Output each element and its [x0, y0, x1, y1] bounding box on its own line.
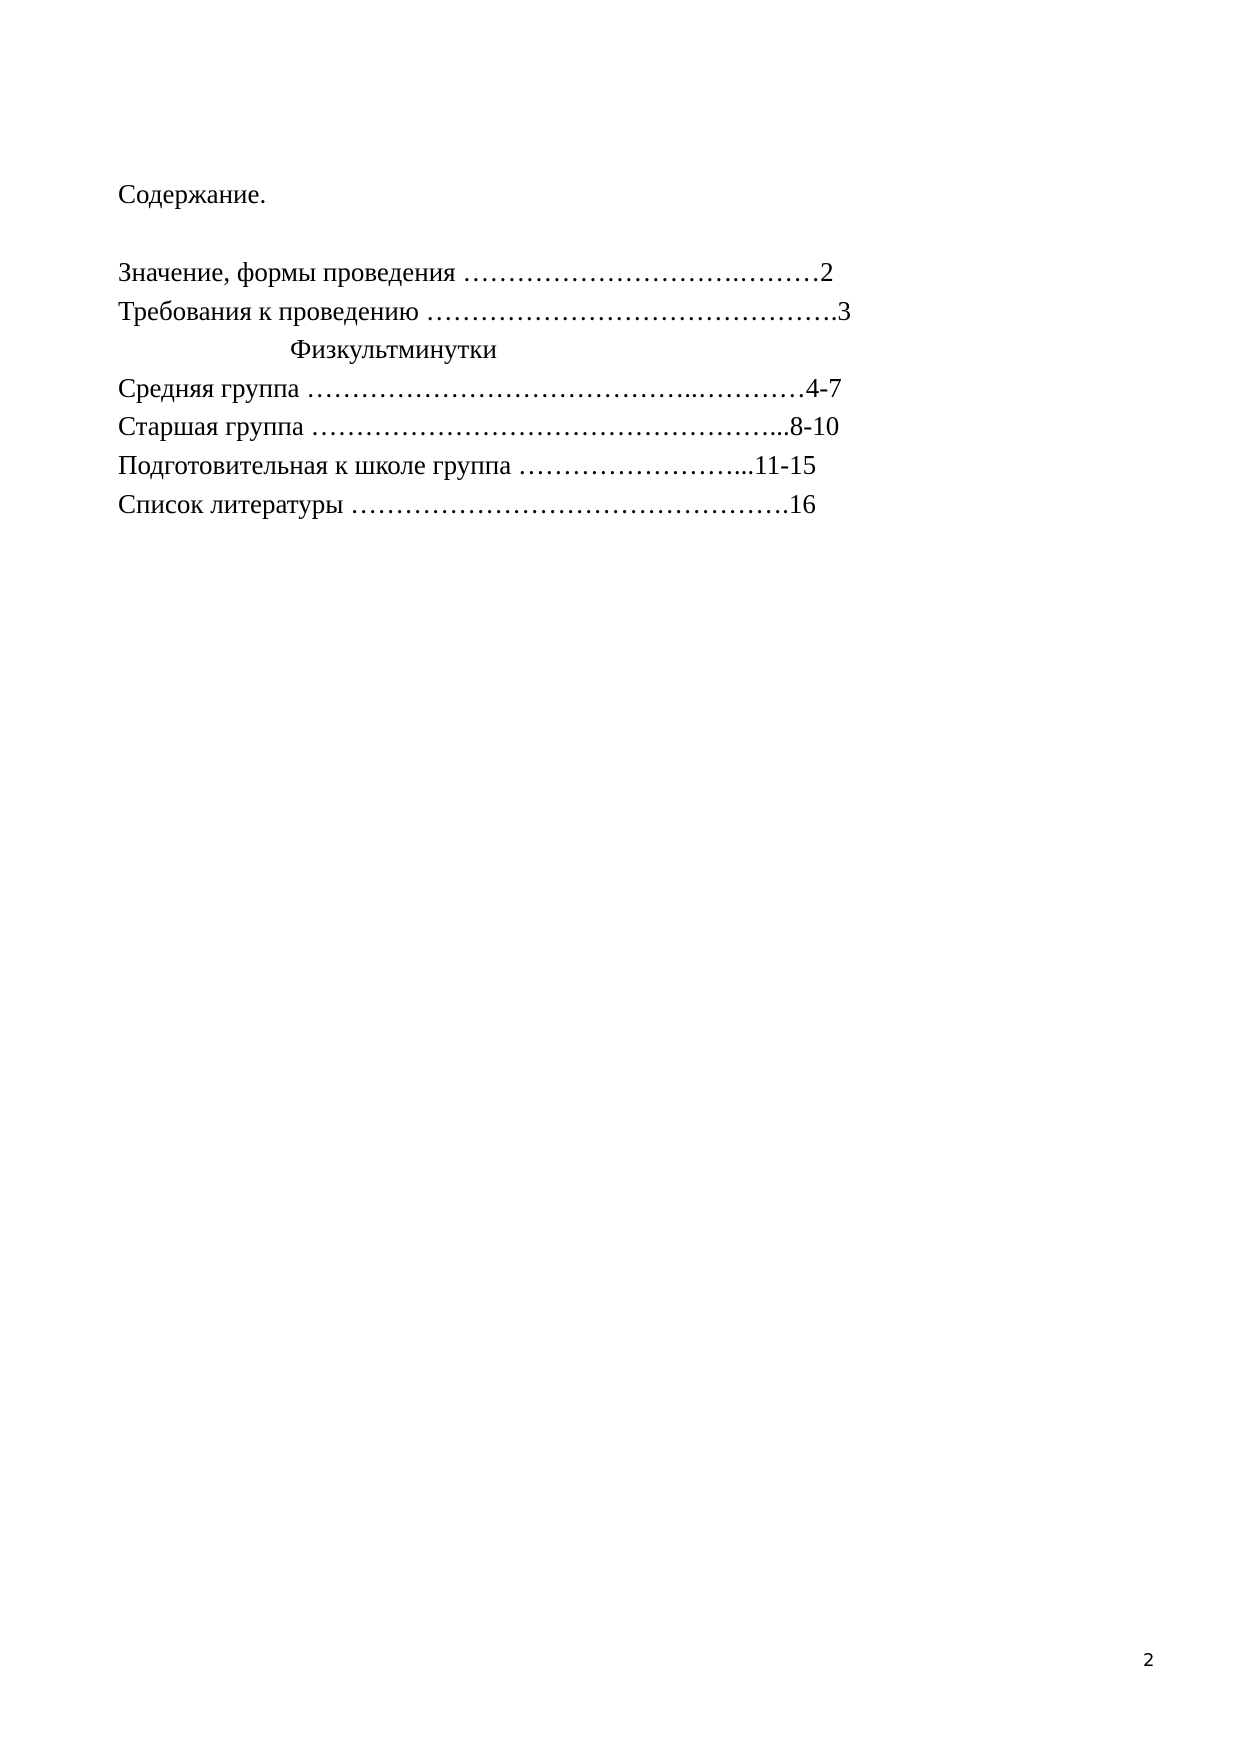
toc-entry-requirements: Требования к проведению ……………………………………….3 — [118, 295, 851, 326]
toc-entry-preparatory-group: Подготовительная к школе группа ……………………...11-15 — [118, 449, 817, 480]
toc-entry-significance: Значение, формы проведения ………………………….………2 — [118, 257, 834, 287]
toc-entry-middle-group: Средняя группа ……………………………………..…………4-7 — [118, 372, 842, 403]
page-number: 2 — [1143, 1650, 1155, 1671]
toc-heading: Содержание. — [118, 179, 267, 209]
toc-entry-references: Список литературы ………………………………………….16 — [118, 488, 816, 519]
toc-section-heading: Физкультминутки — [290, 334, 497, 365]
table-of-contents — [118, 253, 998, 523]
toc-entry-senior-group: Старшая группа ……………………………………………...8-10 — [118, 411, 840, 442]
